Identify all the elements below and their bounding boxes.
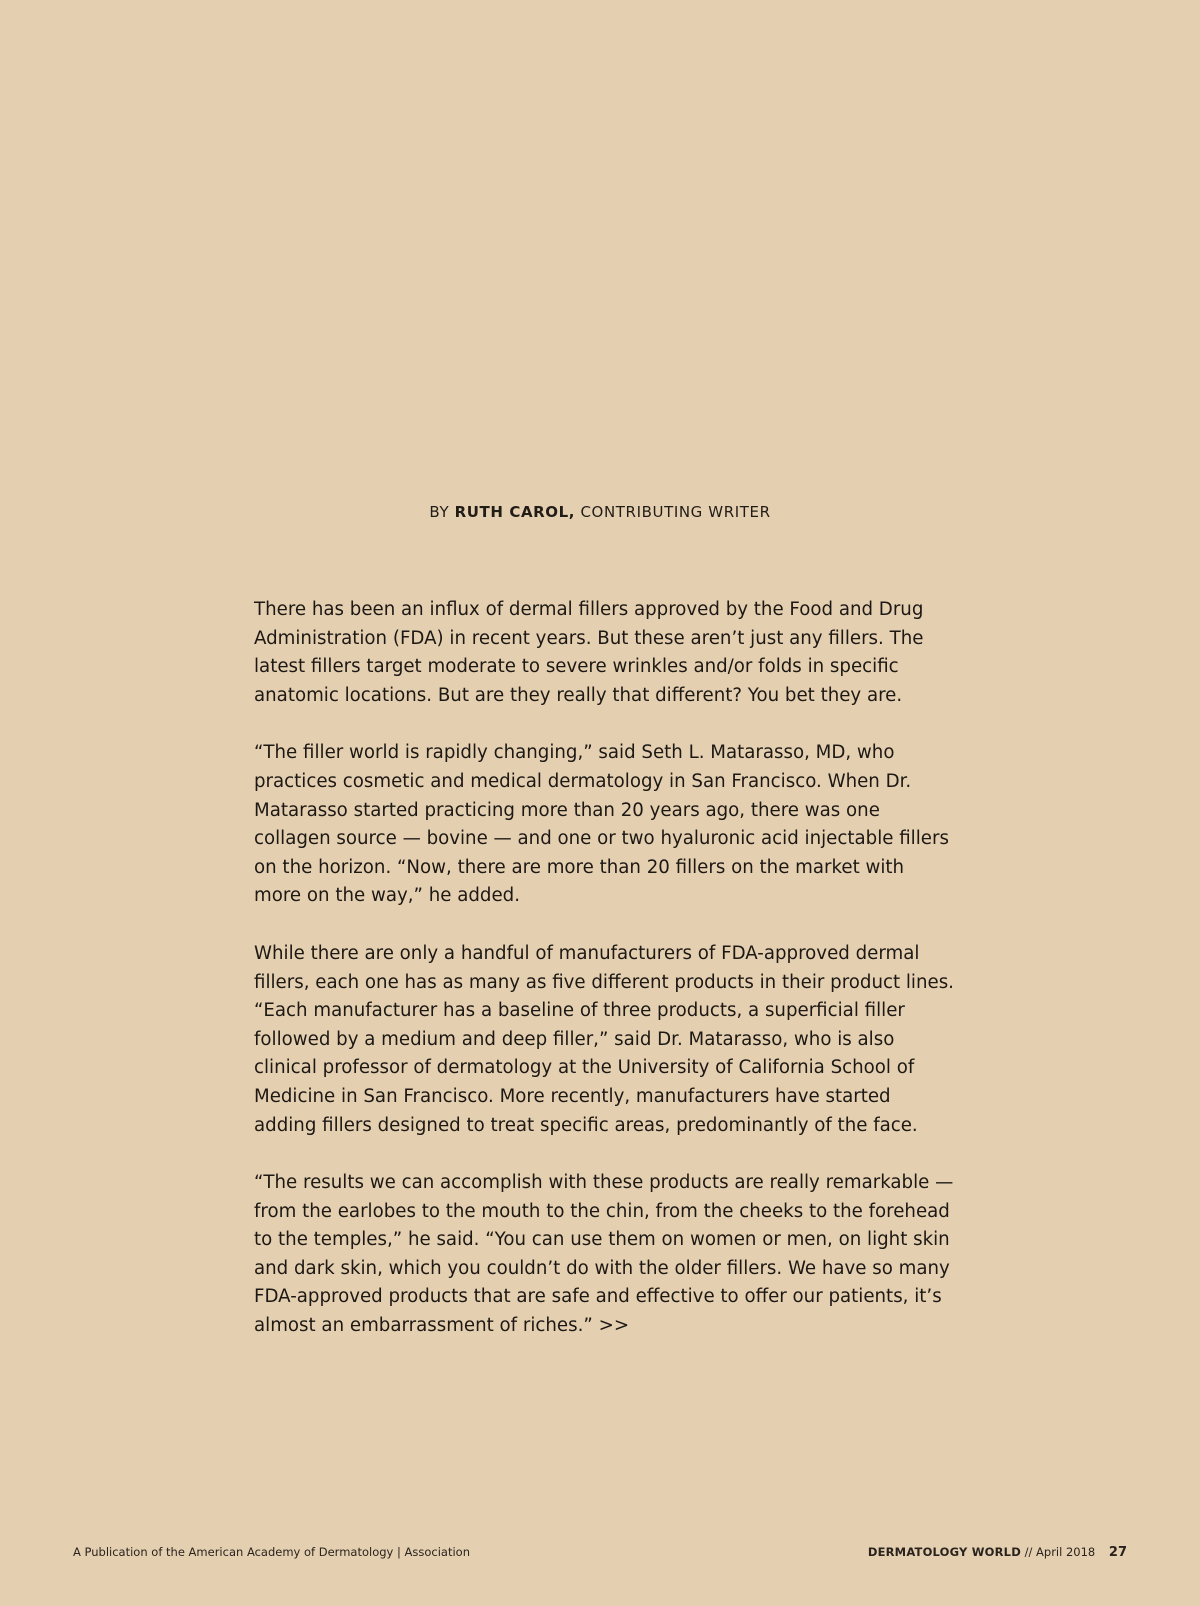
- page-number: 27: [1108, 1545, 1127, 1560]
- article-body: [254, 596, 954, 1370]
- byline-role: CONTRIBUTING WRITER: [580, 503, 771, 521]
- article-paragraph: “The results we can accomplish with these products are really remarkable — from the earlobes to the mouth to the chin, from the cheeks to the forehead to the temples,” he said. “You can use them on women or men, on light skin and dark skin, which you couldn’t do with the older fillers. We have so many FDA-approved products that are safe and effective to offer our patients, it’s almost an embarrassment of riches.” >>: [254, 1172, 954, 1337]
- byline-author: RUTH CAROL,: [454, 503, 576, 521]
- article-paragraph: While there are only a handful of manufacturers of FDA-approved dermal fillers, each one has as many as five different products in their product lines. “Each manufacturer has a baseline of three products, a superficial filler followed by a medium and deep filler,” said Dr. Matarasso, who is also clinical professor of dermatology at the University of California School of Medicine in San Francisco. More recently, manufacturers have started adding fillers designed to treat specific areas, predominantly of the face.: [254, 942, 954, 1136]
- article-paragraph: There has been an influx of dermal fillers approved by the Food and Drug Administration (FDA) in recent years. But these aren’t just any fillers. The latest fillers target moderate to severe wrinkles and/or folds in specific anatomic locations. But are they really that different? You bet they are.: [254, 599, 924, 706]
- footer-separator: //: [1024, 1545, 1033, 1559]
- footer-publication-name: DERMATOLOGY WORLD: [867, 1545, 1021, 1559]
- footer-folio: [868, 1545, 1127, 1560]
- page-footer: [0, 1545, 1200, 1565]
- footer-issue-date: April 2018: [1036, 1545, 1096, 1559]
- footer-publisher-credit: A Publication of the American Academy of Dermatology | Association: [73, 1545, 471, 1559]
- article-paragraph: “The filler world is rapidly changing,” said Seth L. Matarasso, MD, who practices cosmetic and medical dermatology in San Francisco. When Dr. Matarasso started practicing more than 20 years ago, there was one collagen source — bovine — and one or two hyaluronic acid injectable fillers on the horizon. “Now, there are more than 20 fillers on the market with more on the way,” he added.: [254, 742, 949, 907]
- byline-prefix: BY: [429, 503, 450, 521]
- byline: [0, 503, 1200, 521]
